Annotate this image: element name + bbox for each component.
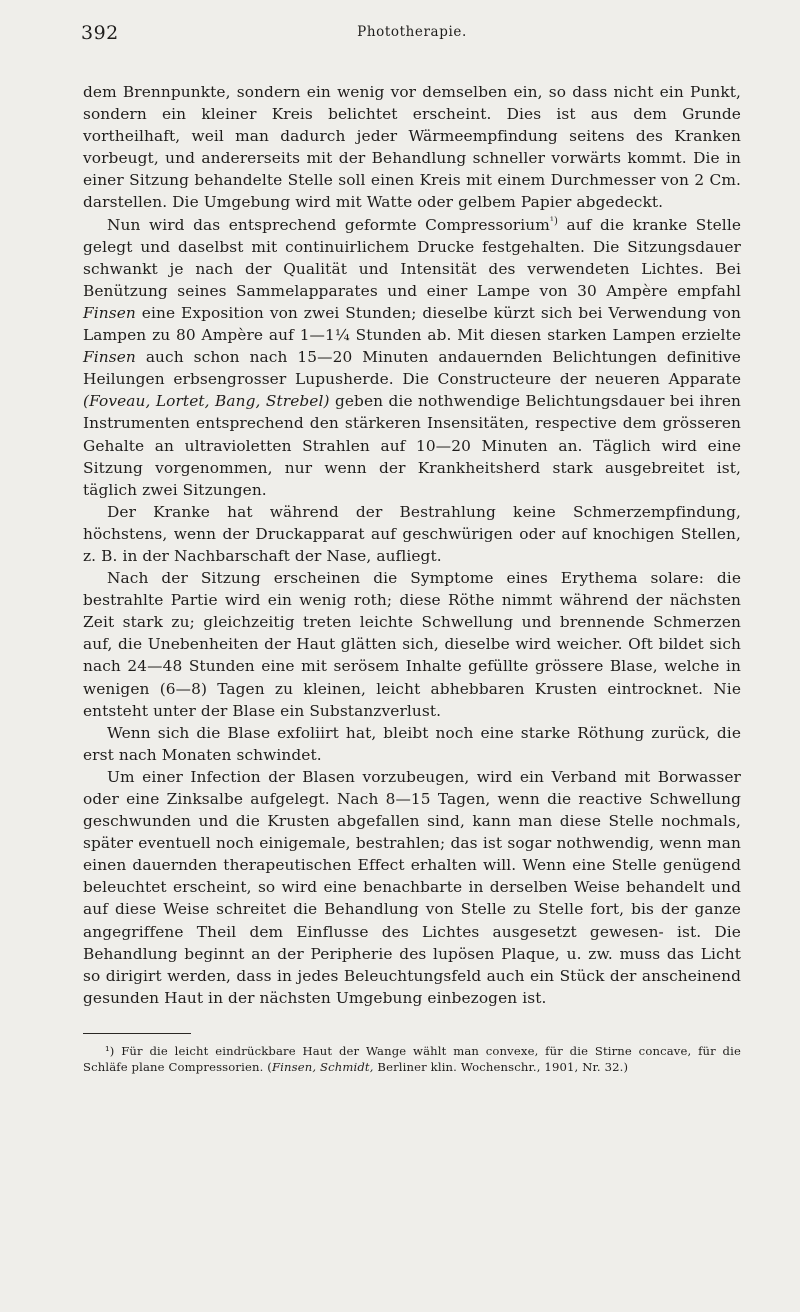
text-run: Berliner klin. Wochenschr., 1901, Nr. 32.) [373, 1059, 629, 1074]
text-run: Nach der Sitzung erscheinen die Symptome eines Erythema solare: die bestrahlte Partie wird ein wenig roth; diese Röthe nimmt während der nächsten Zeit stark zu; gleichzeitig treten leichte Schwellung und brennende Schmerzen auf, die Unebenheiten der Haut glätten sich, dieselbe wird weicher. Oft bildet sich nach 24—48 Stunden eine mit serösem Inhalte gefüllte grössere Blase, welche in wenigen (6—8) Tagen zu kleinen, leicht abhebbaren Krusten eintrocknet. Nie entsteht unter der Blase ein Substanzverlust. [83, 569, 741, 720]
paragraph [83, 214, 741, 501]
paragraph [83, 501, 741, 567]
text-run: geben die nothwendige Belichtungsdauer bei ihren Instrumenten entsprechend den stärkeren Insensitäten, respective dem grösseren Gehalte an ultravioletten Strahlen auf 10—20 Minuten an. Täglich wird eine Sitzung vorgenommen, nur wenn der Krankheitsherd stark ausgebreitet ist, täglich zwei Sitzungen. [83, 392, 741, 499]
text-run: Nun wird das entsprechend geformte Compressorium [107, 215, 550, 234]
text-run: Wenn sich die Blase exfoliirt hat, bleibt noch eine starke Röthung zurück, die erst nach Monaten schwindet. [83, 723, 741, 764]
italic-name: (Foveau, Lortet, Bang, Strebel) [83, 392, 330, 411]
italic-name: Finsen [83, 303, 136, 322]
italic-name: Finsen [83, 348, 136, 367]
running-title: Phototherapie. [357, 24, 467, 40]
book-page [83, 22, 741, 1076]
page-number: 392 [81, 22, 119, 44]
text-run: dem Brennpunkte, sondern ein wenig vor demselben ein, so dass nicht ein Punkt, sondern ein kleiner Kreis belichtet erscheint. Dies ist aus dem Grunde vortheilhaft, weil man dadurch jeder Wärmeempfindung seitens des Kranken vorbeugt, und andererseits mit der Behandlung schneller vorwärts kommt. Die in einer Sitzung behandelte Stelle soll einen Kreis mit einem Durchmesser von 2 Cm. darstellen. Die Umgebung wird mit Watte oder gelbem Papier abgedeckt. [83, 83, 741, 212]
paragraph [83, 766, 741, 1009]
footnote-divider [83, 1033, 191, 1034]
paragraph [83, 81, 741, 214]
text-run: Um einer Infection der Blasen vorzubeugen, wird ein Verband mit Borwasser oder eine Zinksalbe aufgelegt. Nach 8—15 Tagen, wenn die reactive Schwellung geschwunden und die Krusten abgefallen sind, kann man diese Stelle nochmals, später eventuell noch einigemale, bestrahlen; das ist sogar nothwendig, wenn man einen dauernden therapeutischen Effect erhalten will. Wenn eine Stelle genügend beleuchtet erscheint, so wird eine benachbarte in derselben Weise behandelt und auf diese Weise schreitet die Behandlung von Stelle zu Stelle fort, bis der ganze angegriffene Theil dem Einflusse des Lichtes ausgesetzt gewesen- ist. Die Behandlung beginnt an der Peripherie des lupösen Plaque, u. zw. muss das Licht so dirigirt werden, dass in jedes Beleuchtungsfeld auch ein Stück der anscheinend gesunden Haut in der nächsten Umgebung einbezogen ist. [83, 767, 741, 1007]
text-run: ¹) Für die leicht eindrückbare Haut der Wange wählt man convexe, für die Stirne concave, für die Schläfe plane Compressorien. ( [83, 1043, 741, 1074]
text-run: auch schon nach 15—20 Minuten andauernden Belichtungen definitive Heilungen erbsengrosser Lupusherde. Die Constructeure der neueren Apparate [83, 348, 741, 389]
italic-name: Finsen, Schmidt, [271, 1059, 374, 1074]
running-head [83, 22, 741, 50]
footnote [83, 1044, 741, 1076]
paragraph [83, 567, 741, 722]
text-run: auf die kranke Stelle gelegt und daselbst mit continuirlichem Drucke festgehalten. Die Sitzungsdauer schwankt je nach der Qualität und Intensität des verwendeten Lichtes. Bei Benützung seines Sammelapparates und einer Lampe von 30 Ampère empfahl [83, 215, 742, 300]
footnote-reference: ¹) [549, 215, 559, 227]
body-text [83, 81, 741, 1009]
paragraph [83, 722, 741, 766]
text-run: eine Exposition von zwei Stunden; dieselbe kürzt sich bei Verwendung von Lampen zu 80 Ampère auf 1—1¼ Stunden ab. Mit diesen starken Lampen erzielte [83, 303, 741, 345]
text-run: Der Kranke hat während der Bestrahlung keine Schmerzempfindung, höchstens, wenn der Druckapparat auf geschwürigen oder auf knochigen Stellen, z. B. in der Nachbarschaft der Nase, aufliegt. [83, 502, 741, 565]
